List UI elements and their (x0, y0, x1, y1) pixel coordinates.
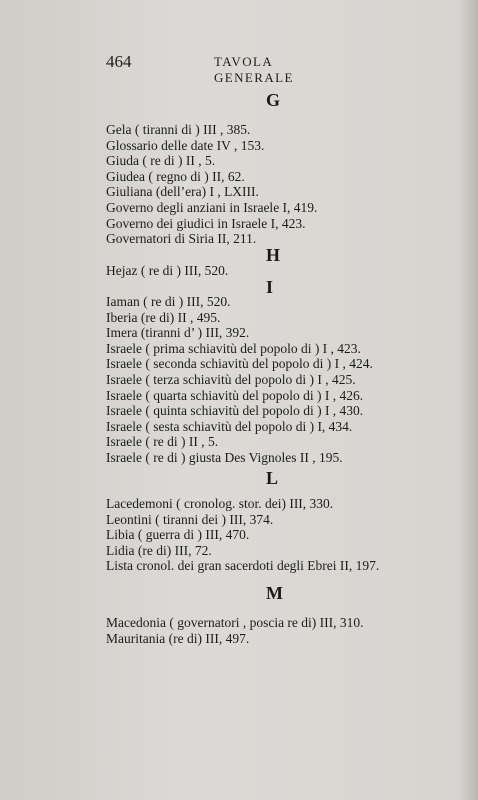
index-entry: Giuda ( re di ) II , 5. (106, 153, 216, 169)
index-entry: Israele ( seconda schiavitù del popolo di ) I , 424. (106, 356, 373, 372)
section-letter: M (266, 583, 283, 603)
index-entry: Governo dei giudici in Israele I, 423. (106, 215, 306, 231)
section-letter: G (266, 90, 281, 110)
index-entry: Israele ( re di ) II , 5. (106, 434, 219, 450)
index-entry: Libia ( guerra di ) III, 470. (106, 527, 250, 543)
index-entry: Israele ( prima schiavitù del popolo di ) I , 423. (106, 340, 361, 356)
index-entry: Giuliana (dell’era) I , LXIII. (106, 184, 259, 200)
index-entry: Iberia (re di) II , 495. (106, 309, 221, 325)
section-letter: L (266, 468, 279, 488)
index-entry: Lidia (re di) III, 72. (106, 542, 212, 558)
page-header (106, 52, 342, 85)
index-entry: Mauritania (re di) III, 497. (106, 630, 250, 646)
index-entry: Giudea ( regno di ) II, 62. (106, 168, 245, 184)
index-entry: Governo degli anziani in Israele I, 419. (106, 199, 318, 215)
index-entry: Imera (tiranni d’ ) III, 392. (106, 325, 250, 341)
running-title: TAVOLA GENERALE (214, 54, 294, 85)
index-entry: Lista cronol. dei gran sacerdoti degli Ebrei II, 197. (106, 558, 380, 574)
entry-list (106, 615, 364, 646)
section-letter: I (266, 277, 274, 297)
index-entry: Israele ( re di ) giusta Des Vignoles II , 195. (106, 449, 343, 465)
index-entry: Leontini ( tiranni dei ) III, 374. (106, 511, 274, 527)
index-entry: Macedonia ( governatori , poscia re di) III, 310. (106, 615, 364, 630)
index-entry: Iaman ( re di ) III, 520. (106, 294, 231, 309)
index-entry: Gela ( tiranni di ) III , 385. (106, 122, 251, 137)
section-letter: H (266, 245, 281, 265)
index-entry: Governatori di Siria II, 211. (106, 231, 257, 247)
entry-list (106, 263, 228, 279)
entry-list (106, 496, 379, 574)
index-entry: Hejaz ( re di ) III, 520. (106, 263, 229, 278)
index-entry: Israele ( quinta schiavitù del popolo di ) I , 430. (106, 403, 364, 419)
index-entry: Glossario delle date IV , 153. (106, 137, 265, 153)
index-entry: Israele ( quarta schiavitù del popolo di ) I , 426. (106, 387, 364, 403)
index-entry: Lacedemoni ( cronolog. stor. dei) III, 330. (106, 496, 334, 511)
entry-list (106, 294, 373, 466)
entry-list (106, 122, 317, 247)
page-number: 464 (106, 52, 132, 71)
page-spine-shadow (460, 0, 478, 800)
index-entry: Israele ( terza schiavitù del popolo di ) I , 425. (106, 371, 356, 387)
index-entry: Israele ( sesta schiavitù del popolo di ) I, 434. (106, 418, 353, 434)
